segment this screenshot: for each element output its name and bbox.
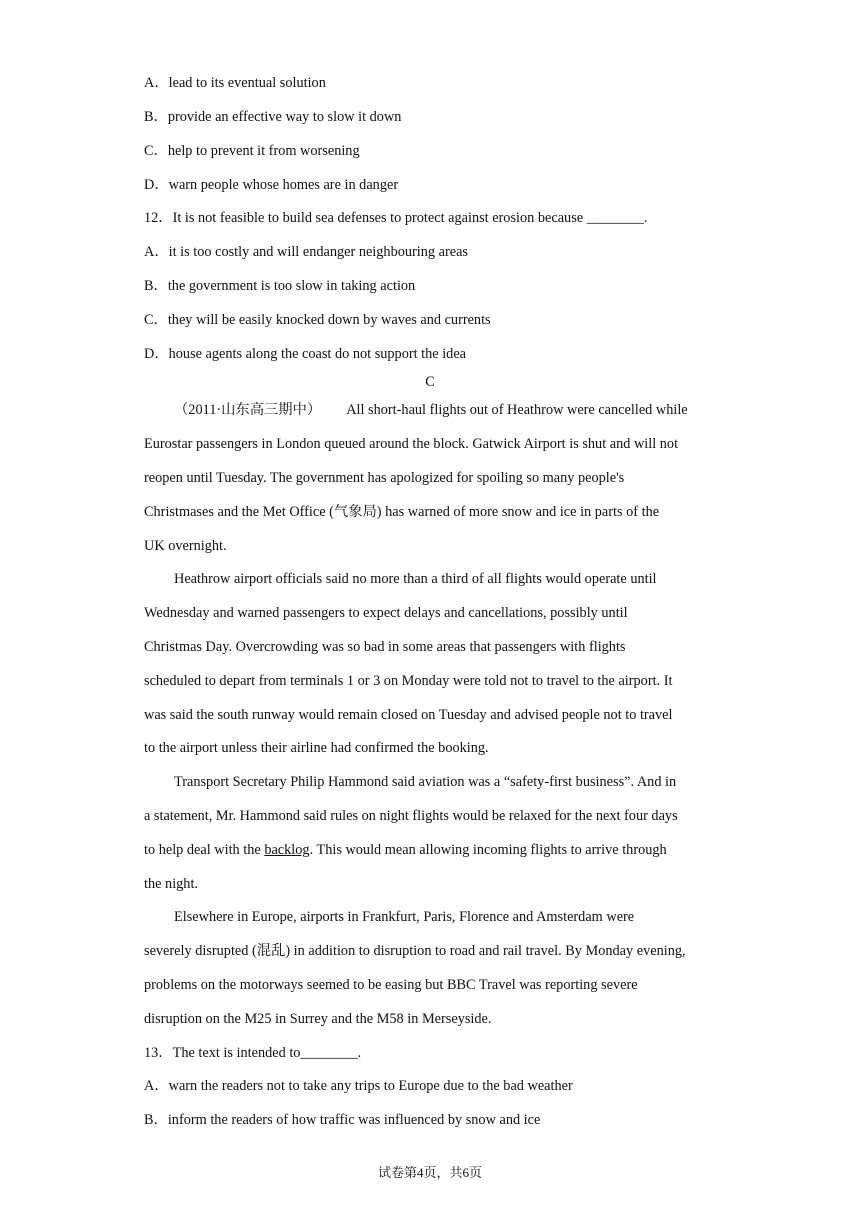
passage-p1-line: Christmases and the Met Office (气象局) has warned of more snow and ice in parts of the bbox=[144, 504, 660, 520]
q11-option-d: D．warn people whose homes are in danger bbox=[144, 177, 399, 193]
passage-p1-line: UK overnight. bbox=[144, 538, 227, 554]
passage-p2-line: scheduled to depart from terminals 1 or 3 on Monday were told not to travel to the airport. It bbox=[144, 673, 673, 689]
passage-p2-line: Wednesday and warned passengers to expect delays and cancellations, possibly until bbox=[144, 605, 628, 621]
passage-p3-line bbox=[144, 840, 667, 860]
underlined-word-backlog: backlog bbox=[264, 842, 310, 858]
q13-option-b: B．inform the readers of how traffic was influenced by snow and ice bbox=[144, 1112, 541, 1128]
passage-p1-line: reopen until Tuesday. The government has apologized for spoiling so many people's bbox=[144, 470, 625, 486]
text-segment: to help deal with the bbox=[144, 842, 265, 858]
passage-p4-line: problems on the motorways seemed to be easing but BBC Travel was reporting severe bbox=[144, 977, 638, 993]
passage-p2-line: to the airport unless their airline had confirmed the booking. bbox=[144, 740, 489, 756]
passage-p3-line: Transport Secretary Philip Hammond said aviation was a “safety-first business”. And in bbox=[174, 774, 677, 790]
passage-p1-line: Eurostar passengers in London queued around the block. Gatwick Airport is shut and will not bbox=[144, 436, 679, 452]
q12-stem: 12．It is not feasible to build sea defenses to protect against erosion because ________. bbox=[144, 210, 648, 226]
passage-p4-line: severely disrupted (混乱) in addition to disruption to road and rail travel. By Monday evening, bbox=[144, 943, 686, 959]
passage-p4-line: disruption on the M25 in Surrey and the M58 in Merseyside. bbox=[144, 1011, 492, 1027]
q12-option-d: D．house agents along the coast do not support the idea bbox=[144, 346, 467, 362]
text-segment: . This would mean allowing incoming flights to arrive through bbox=[309, 842, 667, 858]
passage-p4-line: Elsewhere in Europe, airports in Frankfurt, Paris, Florence and Amsterdam were bbox=[174, 909, 635, 925]
passage-p2-line: was said the south runway would remain closed on Tuesday and advised people not to travel bbox=[144, 707, 673, 723]
q12-option-a: A．it is too costly and will endanger neighbouring areas bbox=[144, 244, 468, 260]
q12-option-b: B．the government is too slow in taking action bbox=[144, 278, 416, 294]
q11-option-c: C．help to prevent it from worsening bbox=[144, 143, 360, 159]
q12-option-c: C．they will be easily knocked down by waves and currents bbox=[144, 312, 491, 328]
q13-option-a: A．warn the readers not to take any trips to Europe due to the bad weather bbox=[144, 1078, 573, 1094]
passage-p3-line: the night. bbox=[144, 876, 199, 892]
page-footer: 试卷第4页，共6页 bbox=[377, 1165, 482, 1180]
section-label: C bbox=[425, 374, 435, 390]
passage-p3-line: a statement, Mr. Hammond said rules on night flights would be relaxed for the next four days bbox=[144, 808, 678, 824]
q11-option-b: B．provide an effective way to slow it down bbox=[144, 109, 402, 125]
q11-option-a: A．lead to its eventual solution bbox=[144, 75, 326, 91]
passage-p2-line: Heathrow airport officials said no more than a third of all flights would operate until bbox=[174, 571, 657, 587]
passage-p1-line: （2011·山东高三期中） All short-haul flights out of Heathrow were cancelled while bbox=[174, 402, 688, 418]
passage-p2-line: Christmas Day. Overcrowding was so bad in some areas that passengers with flights bbox=[144, 639, 626, 655]
q13-stem: 13．The text is intended to________. bbox=[144, 1045, 362, 1061]
